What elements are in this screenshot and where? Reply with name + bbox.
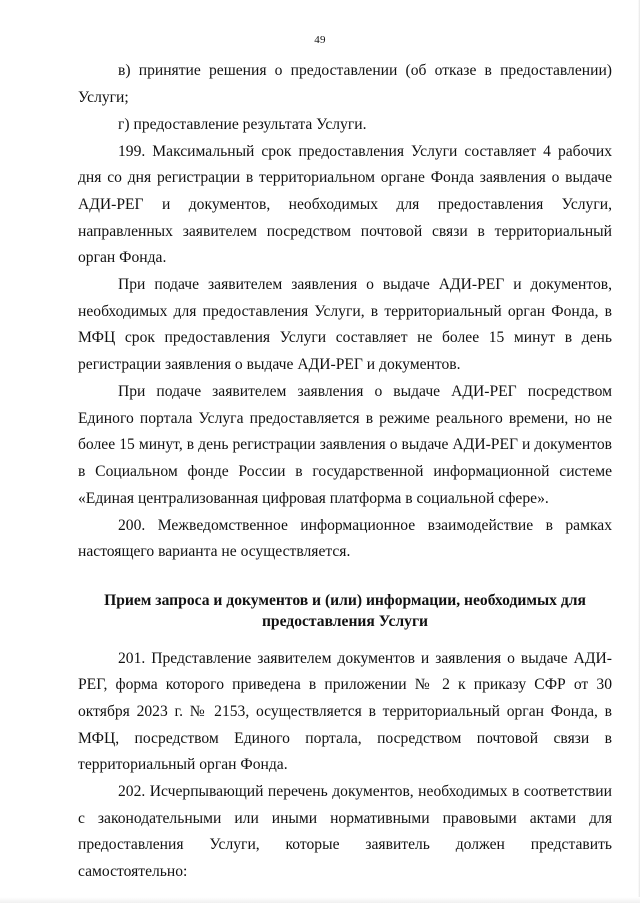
page-number: 49 bbox=[314, 34, 326, 46]
paragraph-199: 199. Максимальный срок предоставления Услуги составляет 4 рабочих дня со дня регистрации в территориальном органе Фонда заявления о выдаче АДИ-РЕГ и документов, необходимых для предоставления Услуги, направленных заявителем посредством почтовой связи в территориальный орган Фонда. bbox=[78, 142, 612, 267]
paragraph-item-g: г) предоставление результата Услуги. bbox=[118, 115, 367, 133]
scan-bottom-shadow bbox=[0, 897, 640, 903]
paragraph-mfc-term: При подаче заявителем заявления о выдаче АДИ-РЕГ и документов, необходимых для предоставления Услуги, в территориальный орган Фонда, в МФЦ срок предоставления Услуги составляет не более 15 минут в день регистрации заявления о выдаче АДИ-РЕГ и документов. bbox=[78, 276, 612, 374]
section-heading bbox=[78, 590, 612, 632]
paragraph-200: 200. Межведомственное информационное взаимодействие в рамках настоящего варианта не осуществляется. bbox=[78, 516, 612, 561]
paragraph-portal-term: При подаче заявителем заявления о выдаче АДИ-РЕГ посредством Единого портала Услуга предоставляется в режиме реального времени, но не более 15 минут, в день регистрации заявления о выдаче АДИ-РЕГ и документов в Социальном фонде России в государственной информационной системе «Единая централизованная цифровая платформа в социальной сфере». bbox=[78, 383, 612, 507]
section-heading-line-1: Прием запроса и документов и (или) информации, необходимых для bbox=[104, 591, 586, 609]
paragraph-201: 201. Представление заявителем документов и заявления о выдаче АДИ-РЕГ, форма которого приведена в приложении № 2 к приказу СФР от 30 октября 2023 г. № 2153, осуществляется в территориальный орган Фонда, в МФЦ, посредством Единого портала, посредством почтовой связи в территориальный орган Фонда. bbox=[78, 649, 612, 774]
section-heading-line-2: предоставления Услуги bbox=[261, 612, 429, 630]
document-body bbox=[78, 58, 612, 886]
paragraph-item-v: в) принятие решения о предоставлении (об отказе в предоставлении) Услуги; bbox=[78, 62, 612, 106]
paragraph-202: 202. Исчерпывающий перечень документов, необходимых в соответствии с законодательными или иными нормативными правовыми актами для предоставления Услуги, которые заявитель должен представить самостоятельно: bbox=[78, 783, 612, 881]
